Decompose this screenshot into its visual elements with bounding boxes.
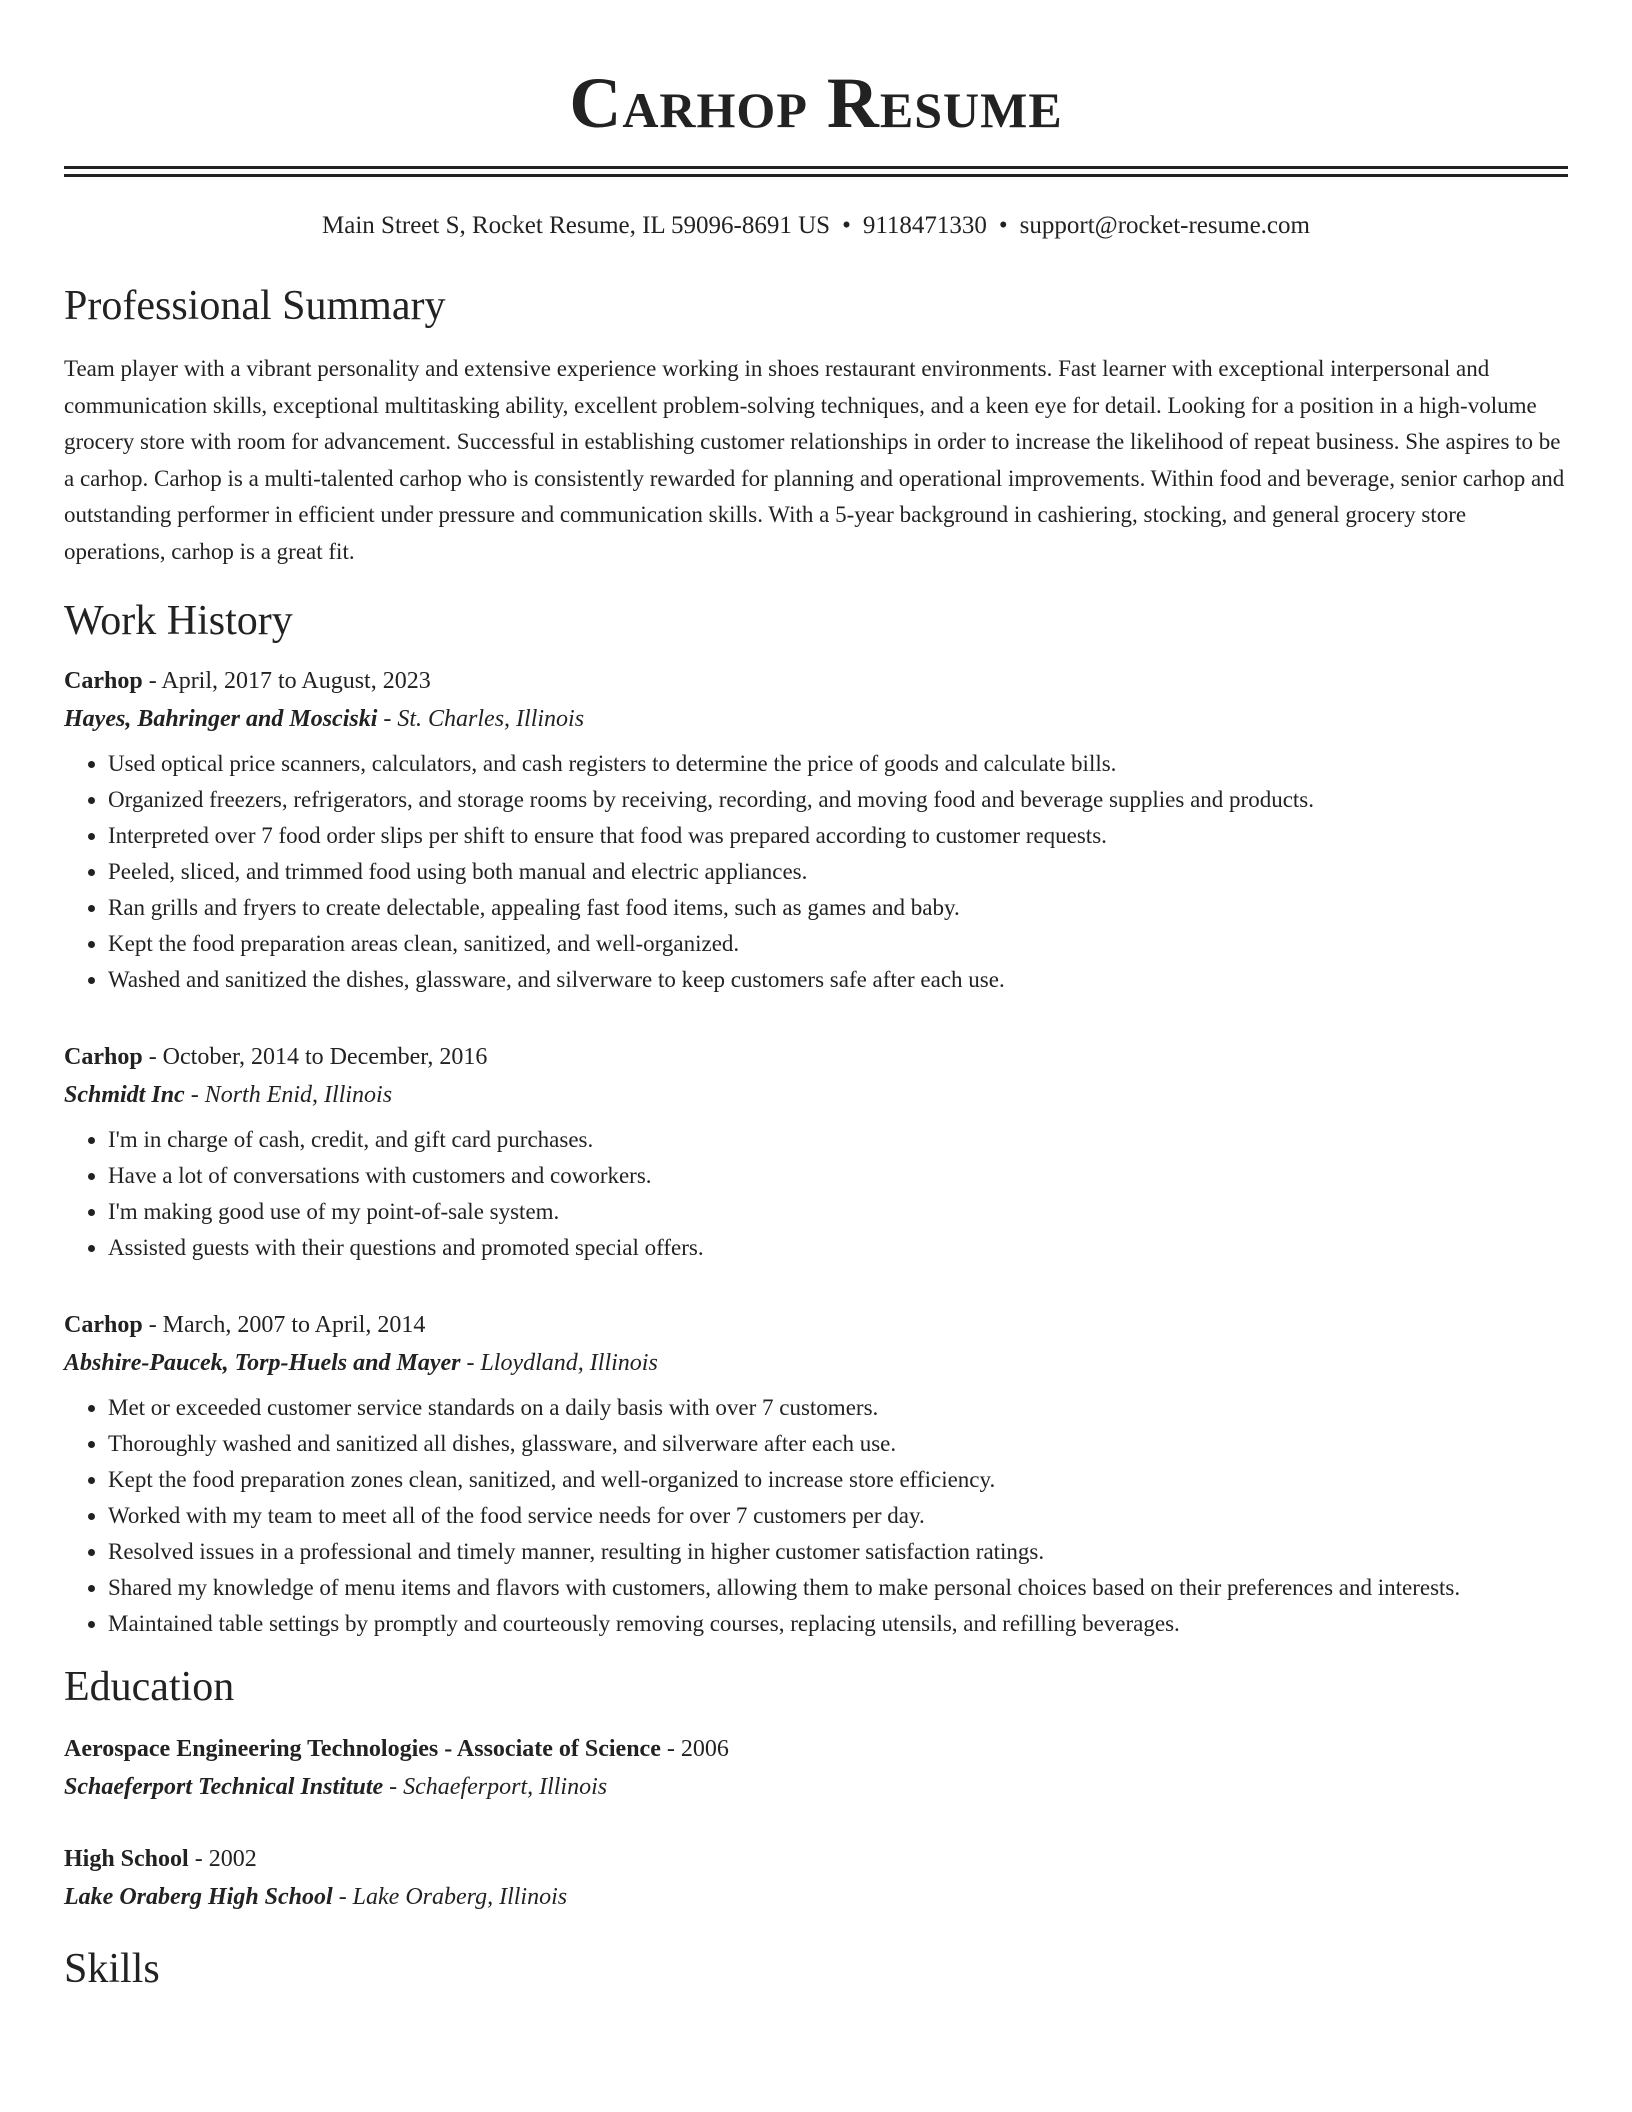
job-employer [64, 1076, 1568, 1114]
job-dates: - April, 2017 to August, 2023 [142, 668, 431, 694]
job-entry [64, 1038, 1568, 1266]
job-duties-list [64, 1122, 1568, 1266]
title-divider [64, 166, 1568, 177]
job-company: Abshire-Paucek, Torp-Huels and Mayer [64, 1350, 461, 1376]
education-degree: High School [64, 1846, 189, 1872]
list-item: • Assisted guests with their questions and promoted special offers. [108, 1230, 1568, 1266]
list-item: • Kept the food preparation zones clean, sanitized, and well-organized to increase store efficiency. [108, 1462, 1568, 1498]
contact-email: support@rocket-resume.com [1019, 212, 1310, 239]
education-location: - Schaeferport, Illinois [383, 1774, 608, 1800]
list-item: • Used optical price scanners, calculators, and cash registers to determine the price of goods and calculate bills. [108, 746, 1568, 782]
list-item: • I'm making good use of my point-of-sale system. [108, 1194, 1568, 1230]
list-item: • Resolved issues in a professional and timely manner, resulting in higher customer satisfaction ratings. [108, 1534, 1568, 1570]
list-item: • Met or exceeded customer service standards on a daily basis with over 7 customers. [108, 1390, 1568, 1426]
job-title: Carhop [64, 1044, 143, 1070]
job-header [64, 662, 1568, 700]
education-header [64, 1840, 1568, 1878]
education-school: Lake Oraberg High School [64, 1884, 333, 1910]
resume-title: Carhop Resume [569, 63, 1063, 143]
list-item: • Kept the food preparation areas clean, sanitized, and well-organized. [108, 926, 1568, 962]
list-item: • Interpreted over 7 food order slips per shift to ensure that food was prepared according to customer requests. [108, 818, 1568, 854]
contact-separator: • [842, 212, 851, 239]
education-header [64, 1730, 1568, 1768]
job-title: Carhop [64, 668, 143, 694]
list-item: • Have a lot of conversations with customers and coworkers. [108, 1158, 1568, 1194]
education-degree: Aerospace Engineering Technologies - Associate of Science [64, 1736, 661, 1762]
job-entry [64, 662, 1568, 998]
job-dates: - March, 2007 to April, 2014 [142, 1312, 426, 1338]
education-year: - 2006 [660, 1736, 729, 1762]
summary-text: Team player with a vibrant personality and extensive experience working in shoes restaurant environments. Fast learner with exceptional interpersonal and communication skills, exceptional multitasking ability, excellent problem-solving techniques, and a keen eye for detail. Looking for a position in a high-volume grocery store with room for advancement. Successful in establishing customer relationships in order to increase the likelihood of repeat business. She aspires to be a carhop. Carhop is a multi-talented carhop who is consistently rewarded for planning and operational improvements. Within food and beverage, senior carhop and outstanding performer in efficient under pressure and communication skills. With a 5-year background in cashiering, stocking, and general grocery store operations, carhop is a great fit. [64, 356, 1565, 564]
job-entry [64, 1306, 1568, 1642]
job-location: - Lloydland, Illinois [460, 1350, 658, 1376]
section-heading-work-history: Work History [64, 598, 293, 644]
job-location: - St. Charles, Illinois [377, 706, 585, 732]
contact-phone: 9118471330 [862, 212, 987, 239]
contact-line [64, 211, 1568, 241]
education-entry [64, 1730, 1568, 1806]
list-item: • Worked with my team to meet all of the food service needs for over 7 customers per day. [108, 1498, 1568, 1534]
section-heading-skills: Skills [64, 1946, 160, 1992]
contact-address: Main Street S, Rocket Resume, IL 59096-8691 US [322, 212, 831, 239]
job-header [64, 1038, 1568, 1076]
job-duties-list [64, 1390, 1568, 1642]
list-item: • Shared my knowledge of menu items and flavors with customers, allowing them to make personal choices based on their preferences and interests. [108, 1570, 1568, 1606]
section-heading-summary: Professional Summary [64, 283, 446, 329]
job-company: Schmidt Inc [64, 1082, 185, 1108]
education-location: - Lake Oraberg, Illinois [332, 1884, 568, 1910]
job-dates: - October, 2014 to December, 2016 [142, 1044, 488, 1070]
education-school-line [64, 1768, 1568, 1806]
list-item: • Organized freezers, refrigerators, and storage rooms by receiving, recording, and moving food and beverage supplies and products. [108, 782, 1568, 818]
list-item: • Ran grills and fryers to create delectable, appealing fast food items, such as games and baby. [108, 890, 1568, 926]
list-item: • Maintained table settings by promptly and courteously removing courses, replacing utensils, and refilling beverages. [108, 1606, 1568, 1642]
job-title: Carhop [64, 1312, 143, 1338]
job-duties-list [64, 746, 1568, 998]
education-year: - 2002 [188, 1846, 257, 1872]
list-item: • Peeled, sliced, and trimmed food using both manual and electric appliances. [108, 854, 1568, 890]
education-school-line [64, 1878, 1568, 1916]
list-item: • I'm in charge of cash, credit, and gift card purchases. [108, 1122, 1568, 1158]
list-item: • Washed and sanitized the dishes, glassware, and silverware to keep customers safe after each use. [108, 962, 1568, 998]
job-employer [64, 1344, 1568, 1382]
list-item: • Thoroughly washed and sanitized all dishes, glassware, and silverware after each use. [108, 1426, 1568, 1462]
contact-separator: • [998, 212, 1008, 239]
job-location: - North Enid, Illinois [184, 1082, 393, 1108]
job-header [64, 1306, 1568, 1344]
education-entry [64, 1840, 1568, 1916]
education-school: Schaeferport Technical Institute [64, 1774, 384, 1800]
section-heading-education: Education [64, 1664, 235, 1710]
resume-content [64, 0, 1568, 1994]
job-company: Hayes, Bahringer and Mosciski [64, 706, 378, 732]
job-employer [64, 700, 1568, 738]
